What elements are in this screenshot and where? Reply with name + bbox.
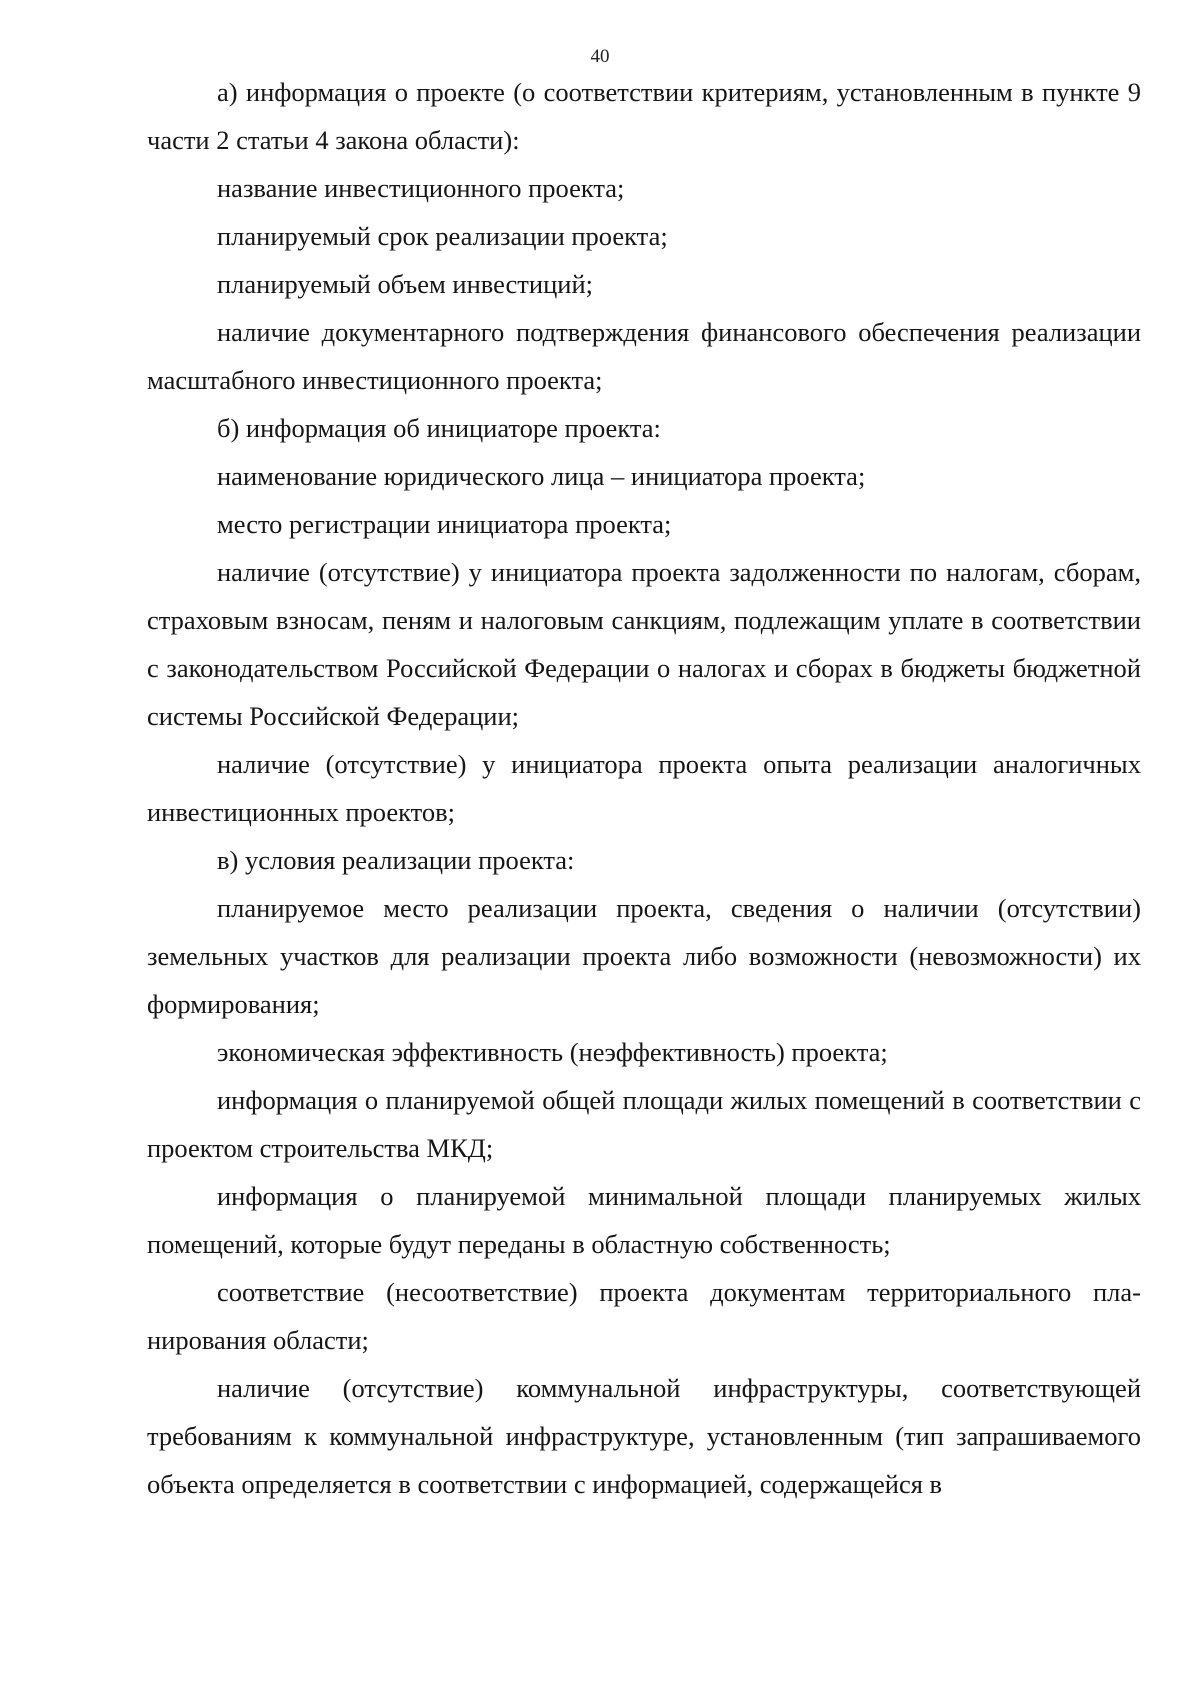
- paragraph-territorial-planning: соответствие (несоответствие) проекта документам территориального планирования области;: [147, 1277, 1141, 1355]
- paragraph-financial-confirmation: наличие документарного подтверждения финансового обеспечения реализации масштабного инвестиционного проекта;: [147, 317, 1141, 395]
- paragraph-planned-term: планируемый срок реализации проекта;: [217, 221, 668, 251]
- paragraph-investment-volume: планируемый объем инвестиций;: [217, 269, 593, 299]
- paragraph-planned-location: планируемое место реализации проекта, сведения о наличии (отсутствии) земельных участков для реализации проекта либо возможности (невозможности) их формирования;: [147, 893, 1141, 1019]
- paragraph-tax-debt: наличие (отсутствие) у инициатора проекта задолженности по налогам, сборам, страховым взносам, пеням и налоговым санкциям, подлежащим уплате в соответствии с законодательством Российской Федерации о налогах и сборах в бюджеты бюджетной системы Российской Федерации;: [147, 557, 1141, 731]
- paragraph-v-conditions: в) условия реализации проекта:: [217, 845, 575, 875]
- paragraph-registration-place: место регистрации инициатора проекта;: [217, 509, 672, 539]
- paragraph-total-living-area: информация о планируемой общей площади жилых помещений в соответствии с проектом строительства МКД;: [147, 1085, 1141, 1163]
- page-number: 40: [590, 46, 610, 67]
- document-body: [147, 68, 1141, 1508]
- paragraph-a-project-info: а) информация о проекте (о соответствии критериям, установленным в пункте 9 части 2 статьи 4 закона области):: [147, 77, 1141, 155]
- paragraph-b-initiator-info: б) информация об инициаторе проекта:: [217, 413, 661, 443]
- paragraph-economic-efficiency: экономическая эффективность (неэффективность) проекта;: [217, 1037, 888, 1067]
- paragraph-legal-entity-name: наименование юридического лица – инициатора проекта;: [217, 461, 866, 491]
- paragraph-communal-infrastructure: наличие (отсутствие) коммунальной инфраструктуры, соответствующей требованиям к коммунальной инфраструктуре, установленным (тип запрашиваемого объекта определяется в соответствии с информацией, содержащейся в: [147, 1373, 1141, 1499]
- paragraph-minimum-living-area: информация о планируемой минимальной площади планируемых жилых помещений, которые будут переданы в областную собственность;: [147, 1181, 1141, 1259]
- paragraph-similar-experience: наличие (отсутствие) у инициатора проекта опыта реализации аналогичных инвестиционных проектов;: [147, 749, 1141, 827]
- paragraph-project-name: название инвестиционного проекта;: [217, 173, 625, 203]
